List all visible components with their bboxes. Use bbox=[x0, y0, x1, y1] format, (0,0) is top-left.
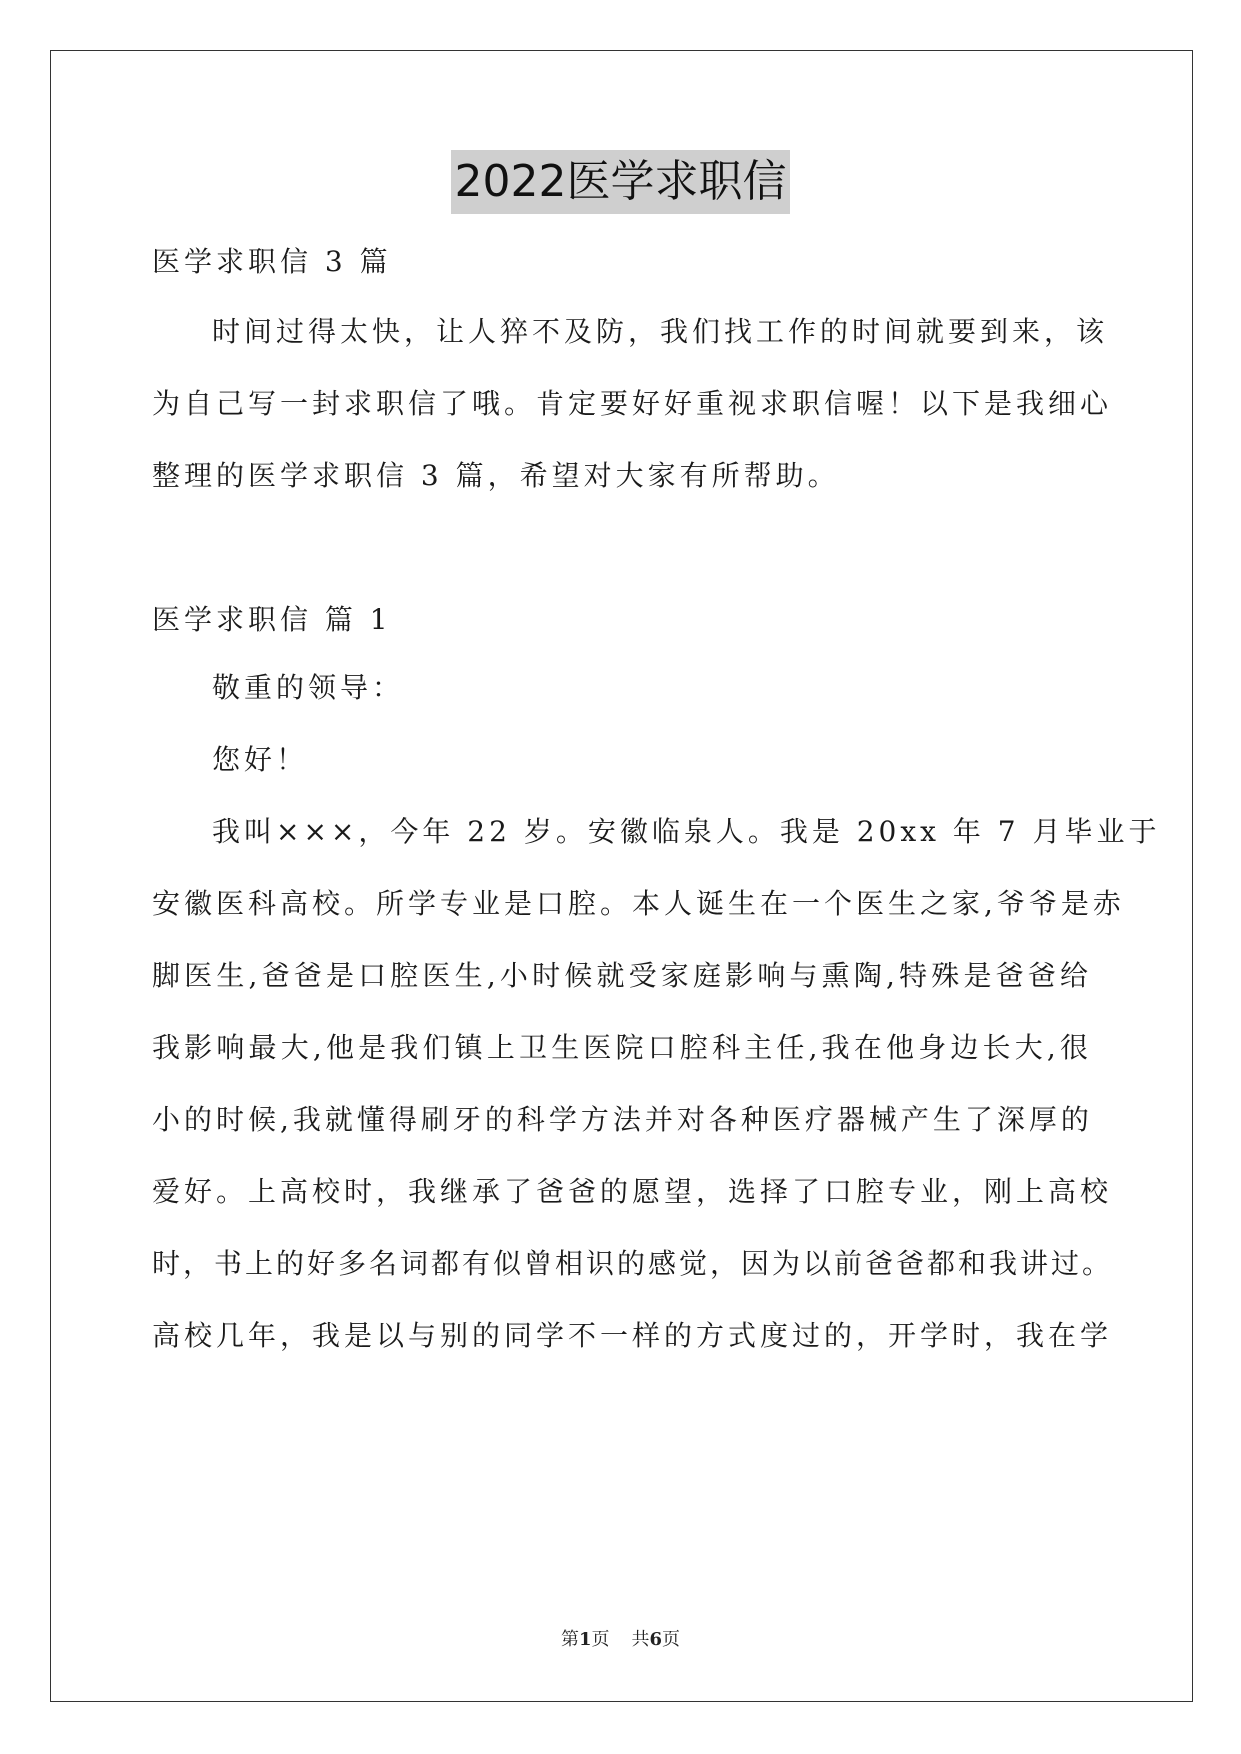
paragraph-line: 安徽医科高校。所学专业是口腔。本人诞生在一个医生之家,爷爷是赤 bbox=[152, 887, 1125, 920]
paragraph-line: 我影响最大,他是我们镇上卫生医院口腔科主任,我在他身边长大,很 bbox=[152, 1031, 1092, 1064]
salutation: 敬重的领导： bbox=[212, 671, 405, 704]
paragraph-line: 时，书上的好多名词都有似曾相识的感觉，因为以前爸爸都和我讲过。 bbox=[152, 1247, 1114, 1280]
paragraph-line: 爱好。上高校时，我继承了爸爸的愿望，选择了口腔专业，刚上高校 bbox=[152, 1175, 1113, 1208]
total-label-suffix: 页 bbox=[662, 1629, 681, 1650]
page-label-prefix: 第 bbox=[560, 1629, 579, 1650]
paragraph-line: 脚医生,爸爸是口腔医生,小时候就受家庭影响与熏陶,特殊是爸爸给 bbox=[152, 959, 1092, 992]
title-container bbox=[0, 150, 1241, 214]
intro-heading: 医学求职信 3 篇 bbox=[152, 245, 392, 278]
total-page-number: 6 bbox=[649, 1629, 663, 1650]
document-title: 2022医学求职信 bbox=[451, 150, 791, 214]
paragraph-line: 高校几年，我是以与别的同学不一样的方式度过的，开学时，我在学 bbox=[152, 1319, 1113, 1352]
paragraph-line: 我叫×××，今年 22 岁。安徽临泉人。我是 20xx 年 7 月毕业于 bbox=[212, 815, 1161, 848]
section-heading: 医学求职信 篇 1 bbox=[152, 603, 392, 636]
paragraph-line: 时间过得太快，让人猝不及防，我们找工作的时间就要到来，该 bbox=[212, 315, 1109, 348]
page-footer bbox=[0, 1627, 1241, 1653]
page-border bbox=[50, 50, 1193, 1702]
page-label-suffix: 页 bbox=[591, 1629, 610, 1650]
total-label-prefix: 共 bbox=[631, 1629, 650, 1650]
paragraph-line: 整理的医学求职信 3 篇，希望对大家有所帮助。 bbox=[152, 459, 840, 492]
greeting: 您好！ bbox=[212, 743, 309, 776]
paragraph-line: 为自己写一封求职信了哦。肯定要好好重视求职信喔！以下是我细心 bbox=[152, 387, 1113, 420]
current-page-number: 1 bbox=[578, 1629, 592, 1650]
paragraph-line: 小的时候,我就懂得刷牙的科学方法并对各种医疗器械产生了深厚的 bbox=[152, 1103, 1093, 1136]
